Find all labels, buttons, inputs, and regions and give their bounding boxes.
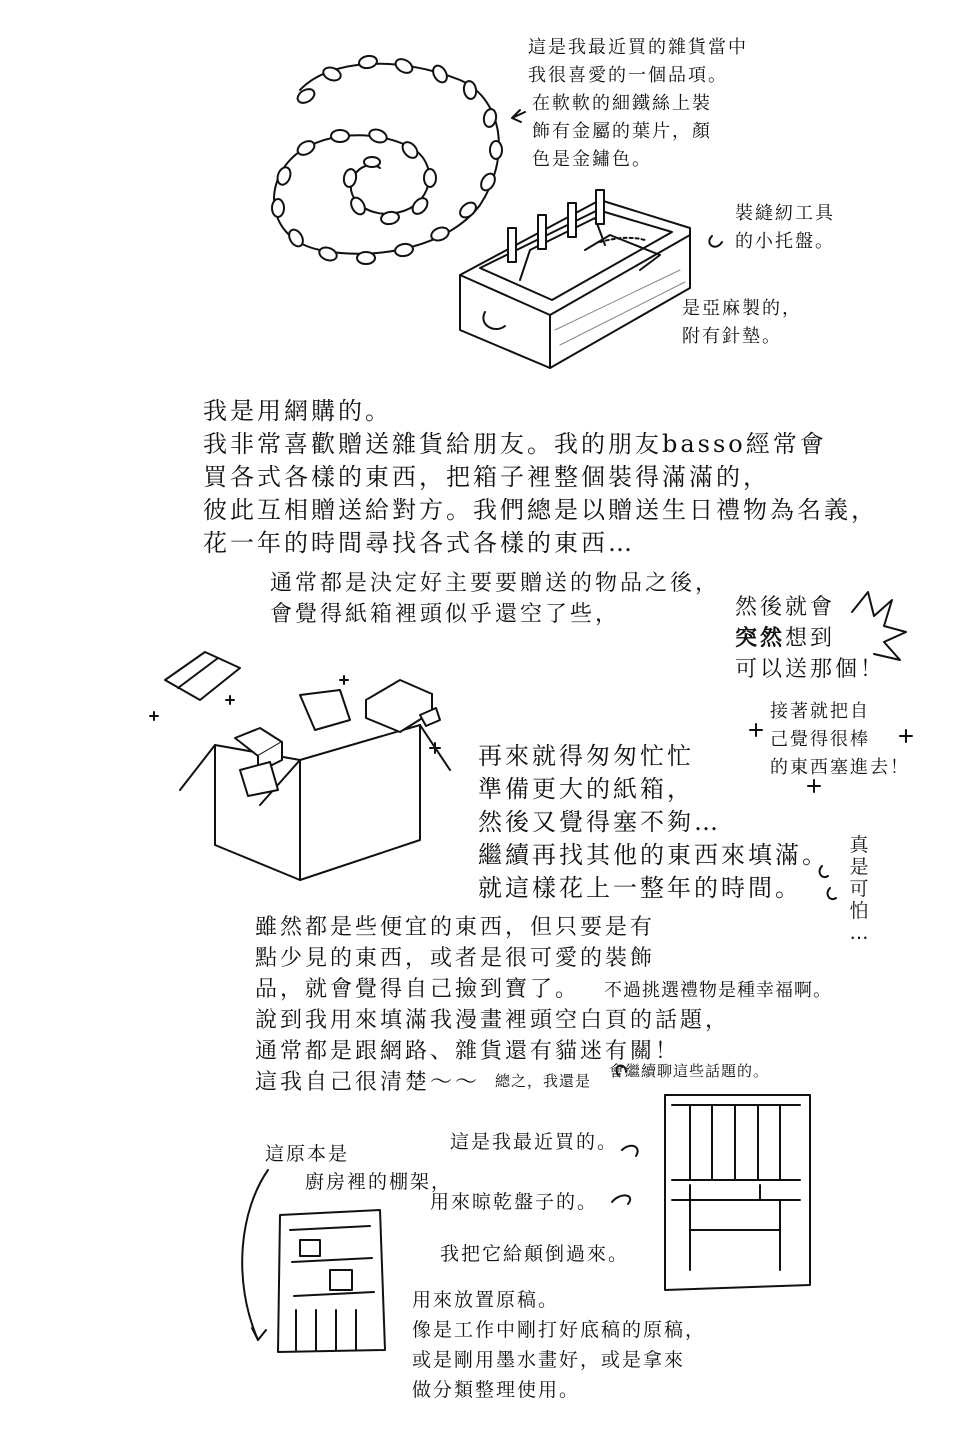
sudden-note-line2-rest: 想到: [785, 626, 836, 651]
scary-char: …: [849, 922, 869, 944]
stuff-note-line: 的東西塞進去！: [770, 757, 910, 778]
linen-note-line: 是亞麻製的，: [682, 298, 802, 319]
small-shelf-illustration: [278, 1210, 385, 1352]
box-note-line: 會覺得紙箱裡頭似乎還空了些，: [270, 602, 621, 627]
sudden-note-line1: 然後就會: [735, 595, 836, 620]
cheap-note-line: 這我自己很清楚～～: [255, 1070, 481, 1095]
use-note-line: 像是工作中剛打好底稿的原稿，: [412, 1319, 707, 1341]
happy-note: 不過挑選禮物是種幸福啊。: [604, 980, 833, 1001]
scary-char: 怕: [849, 900, 869, 922]
intro-line: 花一年的時間尋找各式各樣的東西…: [203, 529, 635, 557]
recent-squiggle-icon: [622, 1146, 638, 1156]
rush-note: [478, 740, 829, 905]
sudden-note: [735, 592, 885, 685]
dry-squiggle-icon: [612, 1195, 630, 1204]
tray-note-line: 的小托盤。: [735, 231, 835, 252]
tray-note: [735, 200, 835, 256]
rush-note-line: 繼續再找其他的東西來填滿。: [478, 841, 829, 869]
original-note: [265, 1140, 452, 1196]
use-note-line: 用來放置原稿。: [412, 1289, 560, 1311]
recent-note-line: 這是我最近買的。: [450, 1131, 619, 1153]
anyway-note: [495, 1060, 770, 1090]
flip-note-line: 我把它給顛倒過來。: [440, 1243, 630, 1265]
anyway-part2: 會繼續聊這些話題的。: [609, 1062, 770, 1080]
wreath-note-line: 我很喜愛的一個品項。: [528, 65, 728, 86]
wreath-note-line: 色是金鏽色。: [532, 149, 652, 170]
cheap-note-line3: 品，就會覺得自己撿到寶了。: [255, 977, 581, 1002]
sudden-emphasis: 突然: [735, 626, 786, 651]
wreath-note-line: 飾有金屬的葉片，顏: [532, 121, 712, 142]
scary-char: 可: [849, 878, 869, 900]
rush-note-line: 再來就得匆匆忙忙: [478, 742, 694, 770]
flip-note: [440, 1240, 629, 1268]
cheap-note-line: 點少見的東西，或者是很可愛的裝飾: [255, 946, 656, 971]
original-note-line: 廚房裡的棚架，: [305, 1171, 453, 1193]
scary-char: 真: [849, 834, 869, 856]
scary-char: 是: [849, 856, 869, 878]
cheap-note-line: 雖然都是些便宜的東西，但只要是有: [255, 915, 656, 940]
stuff-note-line: 己覺得很棒: [770, 729, 870, 750]
wreath-note-line: 這是我最近買的雜貨當中: [528, 37, 748, 58]
rush-note-line: 然後又覺得塞不夠…: [478, 808, 721, 836]
wreath-note-line: 在軟軟的細鐵絲上裝: [532, 93, 712, 114]
sewing-tray-illustration: [460, 190, 690, 368]
sudden-note-line3: 可以送那個！: [735, 657, 886, 682]
use-note-line: 或是剛用墨水畫好，或是拿來: [412, 1349, 686, 1371]
intro-line: 買各式各樣的東西，把箱子裡整個裝得滿滿的，: [203, 463, 770, 491]
linen-note-line: 附有針墊。: [682, 326, 782, 347]
sparkle-icon: [750, 724, 762, 736]
cheap-note-line: 通常都是跟網路、雜貨還有貓迷有關！: [255, 1039, 681, 1064]
original-note-line: 這原本是: [265, 1143, 350, 1165]
intro-line: 彼此互相贈送給對方。我們總是以贈送生日禮物為名義，: [203, 496, 878, 524]
recent-note: [450, 1128, 618, 1156]
stuff-note-line: 接著就把自: [770, 701, 870, 722]
sudden-note-line2: [735, 623, 885, 654]
rush-note-line: 就這樣花上一整年的時間。: [478, 874, 802, 902]
wreath-arrow-icon: [512, 110, 525, 122]
wreath-note: [528, 34, 748, 174]
box-note-line: 通常都是決定好主要要贈送的物品之後，: [270, 571, 721, 596]
intro-line: 我非常喜歡贈送雜貨給朋友。我的朋友basso經常會: [203, 430, 827, 458]
intro-paragraph: [203, 395, 878, 560]
rush-note-line: 準備更大的紙箱，: [478, 775, 694, 803]
box-note: [270, 568, 720, 630]
gift-box-illustration: [150, 652, 450, 880]
cheap-note-line: 說到我用來填滿我漫畫裡頭空白頁的話題，: [255, 1008, 731, 1033]
linen-note: [682, 295, 802, 351]
use-note: [412, 1285, 706, 1405]
big-shelf-illustration: [665, 1095, 810, 1290]
dry-note: [430, 1188, 598, 1216]
dry-note-line: 用來晾乾盤子的。: [430, 1191, 599, 1213]
scary-note: [848, 834, 870, 944]
cheap-note-line: [255, 974, 832, 1005]
tray-note-line: 裝縫紉工具: [735, 203, 835, 224]
intro-line: 我是用網購的。: [203, 397, 392, 425]
use-note-line: 做分類整理使用。: [412, 1379, 581, 1401]
wreath-illustration: [272, 55, 502, 264]
tray-squiggle-icon: [709, 236, 722, 247]
anyway-part1: 總之，我還是: [495, 1072, 592, 1090]
